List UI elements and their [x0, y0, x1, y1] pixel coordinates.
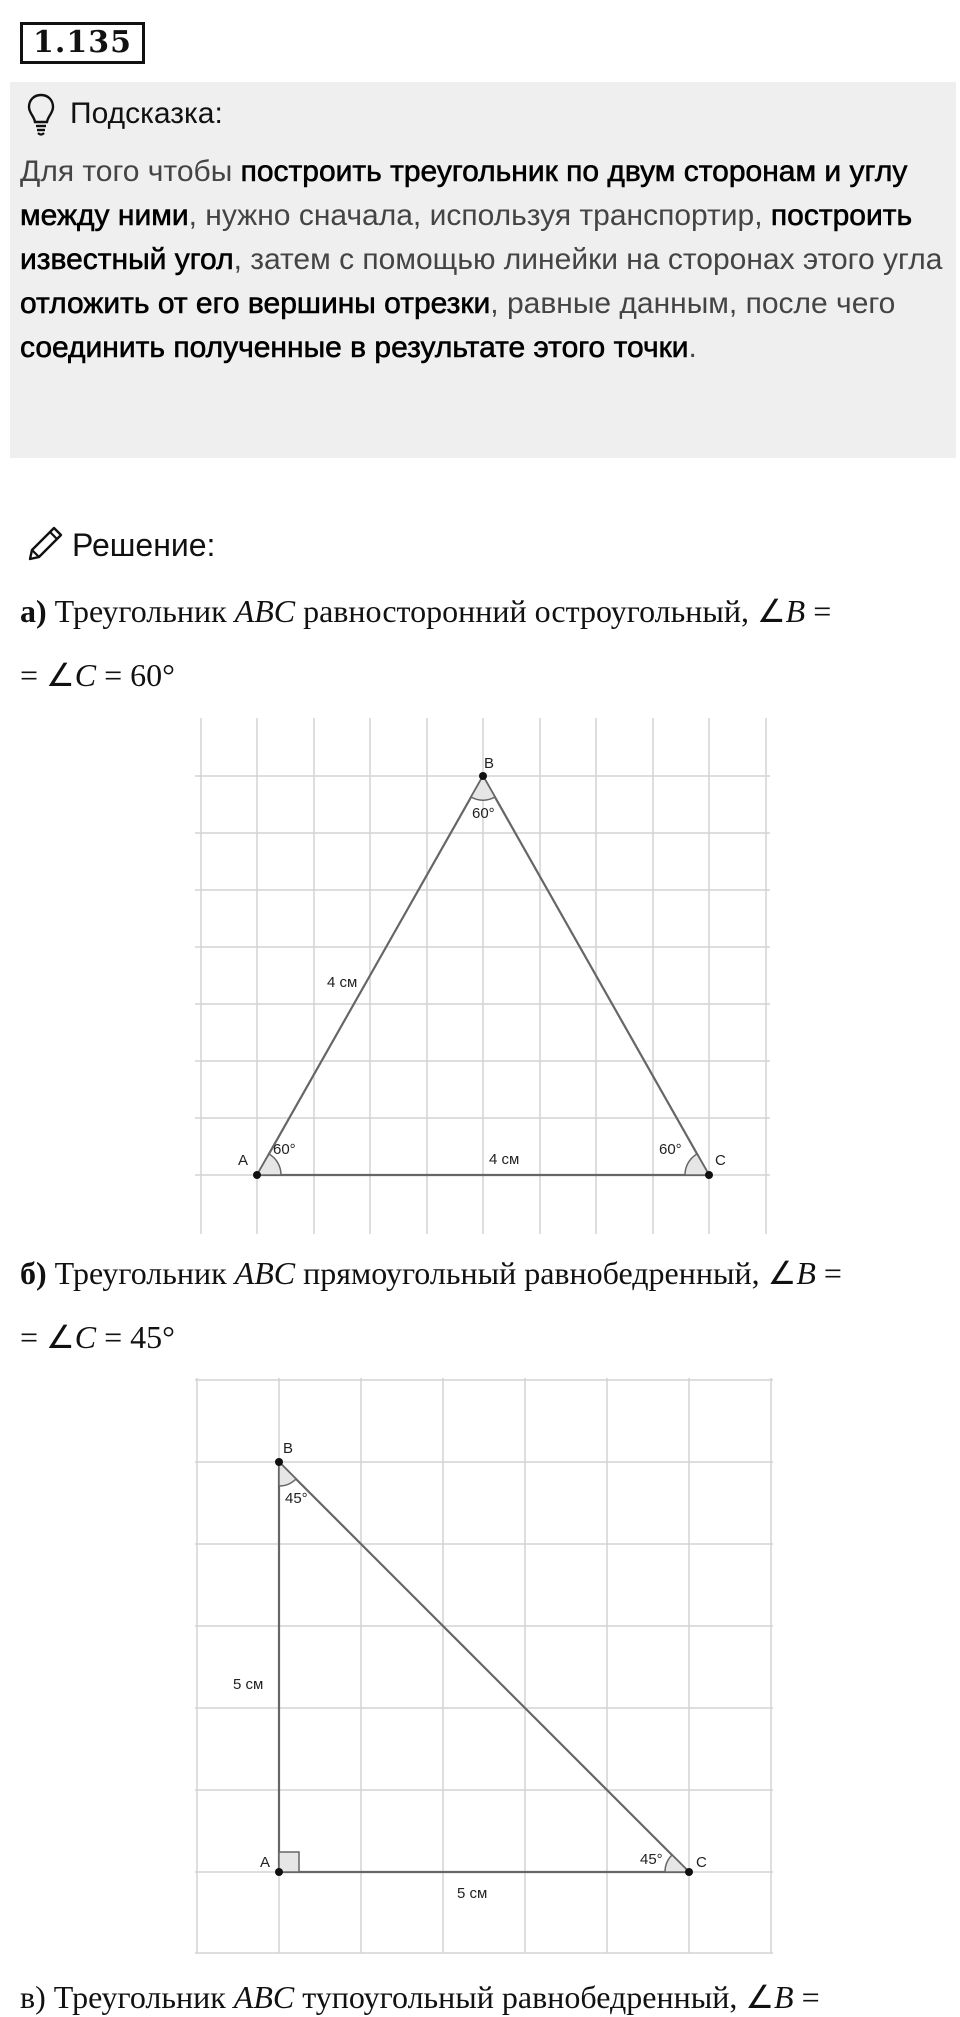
part-a-line-1: а) Треугольник ABC равносторонний остроугольный, ∠B =: [20, 593, 832, 629]
hint-text: Для того чтобы построить треугольник по двум сторонам и углу между ними, нужно сначала, используя транспортир, построить известный угол, затем с помощью линейки на сторонах этого угла отложить от его вершины отрезки, равные данным, после чего соединить полученные в результате этого точки.: [20, 155, 943, 364]
triangle-b: [275, 1458, 693, 1876]
side-ab-label: 4 см: [327, 974, 358, 991]
angle-c-label: 45°: [640, 1851, 663, 1868]
angle-a-label: 60°: [273, 1141, 296, 1158]
vertex-a-label: A: [238, 1152, 249, 1169]
lightbulb-icon: [26, 92, 56, 136]
figure-a: [195, 718, 775, 1238]
vertex-b-label: B: [283, 1440, 294, 1457]
side-ab-label: 5 см: [233, 1676, 264, 1693]
solution-title: Решение:: [72, 526, 216, 563]
angle-b-label: 60°: [472, 805, 495, 822]
side-ac-label: 5 см: [457, 1885, 488, 1902]
problem-number: 1.135: [20, 22, 145, 64]
part-a-line-2: = ∠C = 60°: [20, 657, 175, 693]
vertex-c-label: C: [696, 1854, 707, 1871]
side-ac-label: 4 см: [489, 1151, 520, 1168]
hint-box: [10, 82, 956, 458]
pencil-icon: [22, 523, 66, 567]
angle-c-label: 60°: [659, 1141, 682, 1158]
figure-b: [195, 1378, 775, 1958]
vertex-c-label: C: [715, 1152, 726, 1169]
part-b-line-1: б) Треугольник ABC прямоугольный равнобедренный, ∠B =: [20, 1255, 842, 1291]
hint-title: Подсказка:: [70, 97, 223, 130]
part-c-line-1: в) Треугольник ABC тупоугольный равнобедренный, ∠B =: [20, 1979, 820, 2015]
hint-header: [26, 90, 223, 138]
solution-header: [22, 520, 215, 570]
angle-b-label: 45°: [285, 1490, 308, 1507]
part-b-line-2: = ∠C = 45°: [20, 1319, 175, 1355]
vertex-a-label: A: [260, 1854, 271, 1871]
vertex-b-label: B: [484, 755, 495, 772]
